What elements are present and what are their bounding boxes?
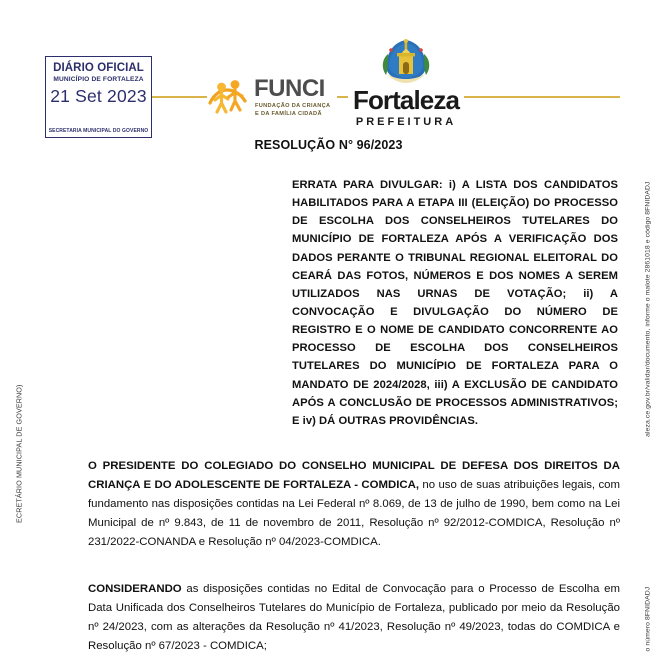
fortaleza-coat-of-arms-icon bbox=[374, 36, 438, 86]
stamp-title: DIÁRIO OFICIAL bbox=[53, 62, 144, 74]
stamp-footer: SECRETARIA MUNICIPAL DO GOVERNO bbox=[48, 128, 149, 134]
document-header bbox=[0, 0, 657, 132]
considerando-lead: CONSIDERANDO bbox=[88, 583, 182, 595]
presidente-body: no uso de suas atribuições legais, com fundamento nas disposições contidas na Lei Federal nº 8.069, de 13 de julho de 1990, bem como na Lei Municipal de nº 9.843, de 11 de novembro de 2011, Resolução nº 92/2012-COMDICA, Resolução nº 231/2022-CONANDA e Resolução nº 04/2023-COMDICA. bbox=[88, 478, 620, 548]
presidente-lead: O PRESIDENTE DO COLEGIADO DO CONSELHO MUNICIPAL DE DEFESA DOS DIREITOS DA CRIANÇA E DO ADOLESCENTE DE FORTALEZA - COMDICA, bbox=[88, 460, 620, 491]
funci-figures-icon bbox=[207, 76, 251, 116]
considerando-paragraph bbox=[88, 580, 620, 656]
errata-paragraph: ERRATA PARA DIVULGAR: i) A LISTA DOS CANDIDATOS HABILITADOS PARA A ETAPA III (ELEIÇÃO) DO PROCESSO DE ESCOLHA DOS CONSELHEIROS TUTELARES DO MUNICÍPIO DE FORTALEZA APÓS A VERIFICAÇÃO DOS DADOS PERANTE O TRIBUNAL REGIONAL ELEITORAL DO CEARÁ DAS FOTOS, NÚMEROS E DOS NOMES A SEREM UTILIZADOS NAS URNAS DE VOTAÇÃO; ii) A CONVOCAÇÃO E DIVULGAÇÃO DO NÚMERO DE REGISTRO E O NOME DE CANDIDATO CONCORRENTE AO PROCESSO DE ESCOLHA DOS CONSELHEIROS TUTELARES DO MUNICÍPIO DE FORTALEZA PARA O MANDATO DE 2024/2028, iii) A EXCLUSÃO DE CANDIDATO APÓS A CONCLUSÃO DE PROCESSOS ADMINISTRATIVOS; E iv) DÁ OUTRAS PROVIDÊNCIAS. bbox=[292, 179, 618, 427]
fortaleza-logo bbox=[348, 36, 464, 128]
left-margin-signature-text: ECRETÁRIO MUNICIPAL DE GOVERNO) bbox=[14, 384, 24, 523]
funci-tagline bbox=[255, 102, 330, 118]
fortaleza-subtitle: PREFEITURA bbox=[355, 116, 457, 128]
stamp-date: 21 Set 2023 bbox=[50, 85, 147, 106]
considerando-body: as disposições contidas no Edital de Convocação para o Processo de Escolha em Data Unificada dos Conselheiros Tutelares do Município de Fortaleza, publicado por meio da Resolução nº 24/2023, com as alterações da Resolução nº 41/2023, Resolução nº 49/2023, todas do COMDICA e Resolução nº 67/2023 - COMDICA; bbox=[88, 583, 620, 652]
resolution-title: RESOLUÇÃO N° 96/2023 bbox=[254, 138, 403, 152]
diario-oficial-stamp bbox=[45, 56, 152, 138]
right-margin-document-number: o número 8FNIDADJ bbox=[644, 586, 652, 652]
right-margin-validation-url: aleza.ce.gov.br/validar/documento, informe o malote 2861018 e código 8FNIDADJ bbox=[644, 181, 652, 437]
funci-wordmark: FUNCI bbox=[254, 75, 325, 102]
stamp-subtitle: MUNICÍPIO DE FORTALEZA bbox=[53, 75, 144, 83]
presidente-paragraph bbox=[88, 457, 620, 552]
funci-logo bbox=[207, 74, 337, 122]
funci-tagline-line1: FUNDAÇÃO DA CRIANÇA bbox=[255, 103, 331, 109]
funci-tagline-line2: E DA FAMÍLIA CIDADÃ bbox=[255, 111, 322, 118]
fortaleza-wordmark: Fortaleza bbox=[352, 85, 460, 115]
